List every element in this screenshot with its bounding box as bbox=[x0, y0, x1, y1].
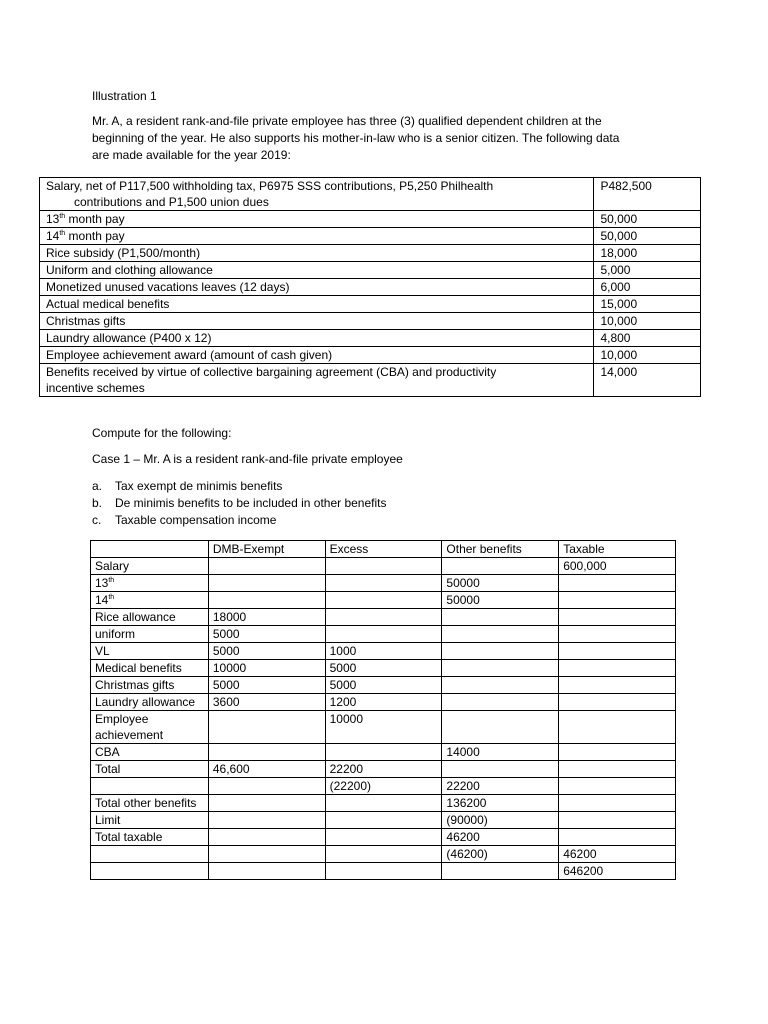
item-amount: 18,000 bbox=[594, 245, 701, 262]
table-cell: 10000 bbox=[325, 711, 442, 744]
table-cell bbox=[442, 609, 559, 626]
table-cell: 3600 bbox=[208, 694, 325, 711]
table-cell bbox=[208, 778, 325, 795]
table-cell bbox=[442, 660, 559, 677]
table-cell bbox=[325, 609, 442, 626]
table-cell: 14000 bbox=[442, 744, 559, 761]
table-cell: (46200) bbox=[442, 846, 559, 863]
table-row bbox=[91, 795, 676, 812]
table-cell: 5000 bbox=[325, 660, 442, 677]
table-cell bbox=[442, 643, 559, 660]
task-item: b. De minimis benefits to be included in other benefits bbox=[92, 496, 387, 510]
item-amount: 15,000 bbox=[594, 296, 701, 313]
table-cell bbox=[442, 694, 559, 711]
table-cell bbox=[208, 558, 325, 575]
table-cell: 22200 bbox=[442, 778, 559, 795]
intro-line: beginning of the year. He also supports his mother-in-law who is a senior citizen. The following data bbox=[92, 131, 620, 145]
table-cell bbox=[559, 643, 676, 660]
table-cell bbox=[559, 609, 676, 626]
table-row bbox=[91, 812, 676, 829]
table-row bbox=[91, 677, 676, 694]
data-row bbox=[40, 262, 701, 279]
table-cell bbox=[208, 829, 325, 846]
table-cell bbox=[325, 846, 442, 863]
table-cell: (22200) bbox=[325, 778, 442, 795]
table-cell: Total other benefits bbox=[91, 795, 209, 812]
table-row bbox=[91, 609, 676, 626]
compute-label: Compute for the following: bbox=[92, 426, 232, 440]
table-cell: 46,600 bbox=[208, 761, 325, 778]
item-amount: P482,500 bbox=[594, 178, 701, 211]
table-row bbox=[91, 626, 676, 643]
table-cell: (90000) bbox=[442, 812, 559, 829]
data-row bbox=[40, 330, 701, 347]
table-cell: 1000 bbox=[325, 643, 442, 660]
table-cell bbox=[559, 626, 676, 643]
data-row bbox=[40, 245, 701, 262]
table-cell bbox=[208, 846, 325, 863]
computation-table bbox=[90, 540, 676, 880]
table-cell: CBA bbox=[91, 744, 209, 761]
table-cell bbox=[442, 677, 559, 694]
table-cell bbox=[442, 558, 559, 575]
table-cell: Laundry allowance bbox=[91, 694, 209, 711]
table-row bbox=[91, 846, 676, 863]
data-row bbox=[40, 279, 701, 296]
table-row bbox=[91, 643, 676, 660]
table-cell: 46200 bbox=[559, 846, 676, 863]
table-cell bbox=[91, 778, 209, 795]
table-cell bbox=[208, 575, 325, 592]
table-cell bbox=[208, 812, 325, 829]
table-row bbox=[91, 863, 676, 880]
item-amount: 6,000 bbox=[594, 279, 701, 296]
item-description: Monetized unused vacations leaves (12 days) bbox=[40, 279, 594, 296]
table-cell bbox=[325, 829, 442, 846]
data-row bbox=[40, 347, 701, 364]
item-amount: 5,000 bbox=[594, 262, 701, 279]
table-cell: Employee achievement bbox=[91, 711, 209, 744]
data-row bbox=[40, 228, 701, 245]
table-cell bbox=[208, 711, 325, 744]
table-cell: 5000 bbox=[208, 643, 325, 660]
table-cell bbox=[559, 761, 676, 778]
item-description: Employee achievement award (amount of cash given) bbox=[40, 347, 594, 364]
table-cell: 136200 bbox=[442, 795, 559, 812]
table-cell: Salary bbox=[91, 558, 209, 575]
table-cell: Other benefits bbox=[442, 541, 559, 558]
table-cell bbox=[325, 558, 442, 575]
item-amount: 14,000 bbox=[594, 364, 701, 397]
item-amount: 50,000 bbox=[594, 228, 701, 245]
table-cell: Excess bbox=[325, 541, 442, 558]
table-row bbox=[91, 660, 676, 677]
table-row bbox=[91, 575, 676, 592]
item-description: Uniform and clothing allowance bbox=[40, 262, 594, 279]
intro-paragraph bbox=[92, 113, 682, 164]
table-cell bbox=[208, 744, 325, 761]
table-row bbox=[91, 829, 676, 846]
table-row bbox=[91, 744, 676, 761]
income-data-table bbox=[39, 177, 701, 397]
table-header-row bbox=[91, 541, 676, 558]
table-cell bbox=[325, 795, 442, 812]
table-cell: Total bbox=[91, 761, 209, 778]
table-row bbox=[91, 761, 676, 778]
intro-line: are made available for the year 2019: bbox=[92, 148, 291, 162]
table-cell: Taxable bbox=[559, 541, 676, 558]
table-cell bbox=[442, 761, 559, 778]
table-row bbox=[91, 592, 676, 609]
table-cell: 22200 bbox=[325, 761, 442, 778]
table-row bbox=[91, 558, 676, 575]
table-cell: uniform bbox=[91, 626, 209, 643]
table-cell: 46200 bbox=[442, 829, 559, 846]
table-cell: 14th bbox=[91, 592, 209, 609]
data-row bbox=[40, 313, 701, 330]
table-cell bbox=[559, 829, 676, 846]
item-amount: 50,000 bbox=[594, 211, 701, 228]
table-cell: 50000 bbox=[442, 592, 559, 609]
item-description: Benefits received by virtue of collective bargaining agreement (CBA) and productivity incentive schemes bbox=[40, 364, 594, 397]
table-cell: Total taxable bbox=[91, 829, 209, 846]
table-cell bbox=[559, 592, 676, 609]
table-cell: 18000 bbox=[208, 609, 325, 626]
task-list bbox=[92, 478, 386, 529]
item-description: Laundry allowance (P400 x 12) bbox=[40, 330, 594, 347]
item-amount: 10,000 bbox=[594, 313, 701, 330]
table-cell: 10000 bbox=[208, 660, 325, 677]
item-amount: 4,800 bbox=[594, 330, 701, 347]
task-item: c. Taxable compensation income bbox=[92, 513, 277, 527]
item-description: Actual medical benefits bbox=[40, 296, 594, 313]
task-item: a. Tax exempt de minimis benefits bbox=[92, 479, 283, 493]
table-cell: Christmas gifts bbox=[91, 677, 209, 694]
table-cell: Limit bbox=[91, 812, 209, 829]
table-cell bbox=[559, 812, 676, 829]
table-cell bbox=[559, 711, 676, 744]
item-description: Christmas gifts bbox=[40, 313, 594, 330]
table-cell bbox=[91, 541, 209, 558]
case-label: Case 1 – Mr. A is a resident rank-and-file private employee bbox=[92, 452, 403, 466]
table-cell: DMB-Exempt bbox=[208, 541, 325, 558]
table-cell bbox=[559, 795, 676, 812]
table-cell bbox=[559, 660, 676, 677]
table-cell: VL bbox=[91, 643, 209, 660]
table-cell bbox=[559, 575, 676, 592]
item-amount: 10,000 bbox=[594, 347, 701, 364]
table-cell: 1200 bbox=[325, 694, 442, 711]
illustration-heading: Illustration 1 bbox=[92, 89, 157, 103]
table-row bbox=[91, 778, 676, 795]
table-cell bbox=[325, 744, 442, 761]
data-row bbox=[40, 364, 701, 397]
table-cell bbox=[91, 846, 209, 863]
intro-line: Mr. A, a resident rank-and-file private employee has three (3) qualified dependent children at the bbox=[92, 114, 602, 128]
data-row bbox=[40, 178, 701, 211]
table-cell bbox=[325, 626, 442, 643]
data-row bbox=[40, 296, 701, 313]
table-cell bbox=[325, 863, 442, 880]
table-cell: 5000 bbox=[208, 626, 325, 643]
item-description: 14th month pay bbox=[40, 228, 594, 245]
item-description: 13th month pay bbox=[40, 211, 594, 228]
table-cell bbox=[325, 592, 442, 609]
table-cell: 5000 bbox=[325, 677, 442, 694]
table-cell bbox=[208, 795, 325, 812]
item-description: Salary, net of P117,500 withholding tax, P6975 SSS contributions, P5,250 Philhealth contributions and P1,500 union dues bbox=[40, 178, 594, 211]
table-row bbox=[91, 694, 676, 711]
table-cell bbox=[442, 863, 559, 880]
table-cell bbox=[559, 694, 676, 711]
table-cell: 600,000 bbox=[559, 558, 676, 575]
table-cell bbox=[559, 778, 676, 795]
table-cell bbox=[208, 592, 325, 609]
table-cell: 646200 bbox=[559, 863, 676, 880]
table-cell bbox=[442, 626, 559, 643]
item-description: Rice subsidy (P1,500/month) bbox=[40, 245, 594, 262]
table-cell bbox=[91, 863, 209, 880]
table-cell bbox=[442, 711, 559, 744]
table-cell bbox=[325, 812, 442, 829]
table-cell bbox=[559, 677, 676, 694]
table-cell: 13th bbox=[91, 575, 209, 592]
table-cell: 5000 bbox=[208, 677, 325, 694]
table-cell: Medical benefits bbox=[91, 660, 209, 677]
table-cell bbox=[208, 863, 325, 880]
table-row bbox=[91, 711, 676, 744]
table-cell bbox=[325, 575, 442, 592]
table-cell: Rice allowance bbox=[91, 609, 209, 626]
table-cell: 50000 bbox=[442, 575, 559, 592]
table-cell bbox=[559, 744, 676, 761]
data-row bbox=[40, 211, 701, 228]
